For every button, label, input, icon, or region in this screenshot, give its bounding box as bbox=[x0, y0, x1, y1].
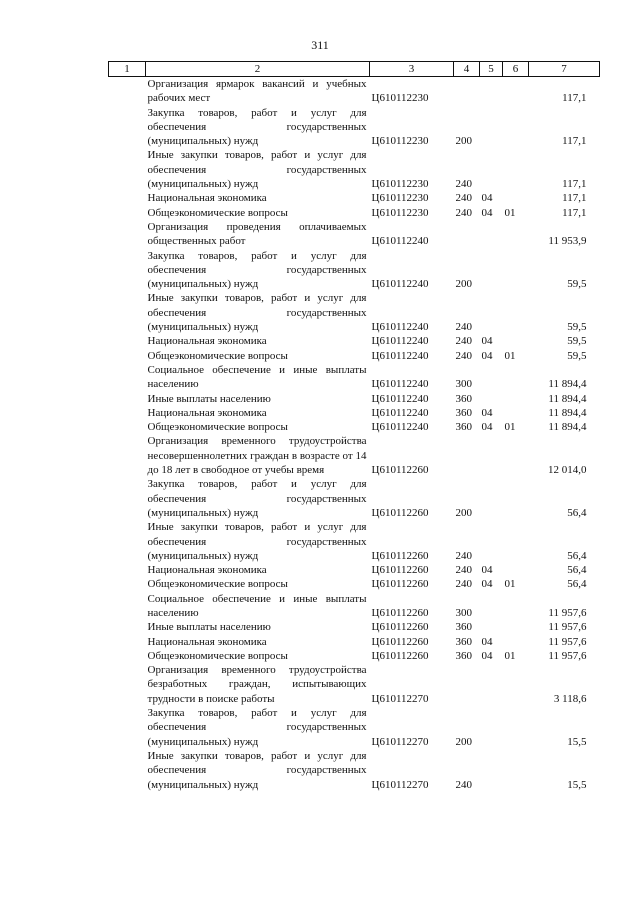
row-subsection-cell bbox=[503, 749, 529, 792]
row-subsection-cell bbox=[503, 77, 529, 106]
table-row bbox=[109, 434, 600, 477]
row-section-cell bbox=[480, 148, 503, 191]
row-subsection-cell bbox=[503, 520, 529, 563]
row-amount-cell: 117,1 bbox=[562, 135, 587, 148]
row-blank-cell bbox=[109, 592, 146, 621]
row-code-cell: Ц610112230 bbox=[371, 178, 429, 191]
row-amount-cell: 11 894,4 bbox=[548, 378, 587, 391]
row-subsection-cell bbox=[503, 706, 529, 749]
row-expense-type-cell: 360 bbox=[455, 392, 472, 405]
row-section-cell bbox=[480, 749, 503, 792]
row-expense-type-cell bbox=[454, 77, 480, 106]
row-expense-type-cell: 240 bbox=[455, 349, 472, 362]
row-blank-cell bbox=[109, 249, 146, 292]
table-row bbox=[109, 291, 600, 334]
row-code-cell: Ц610112240 bbox=[371, 378, 429, 391]
row-name-cell: Национальная экономика bbox=[147, 192, 267, 205]
row-section-cell: 04 bbox=[481, 335, 493, 348]
row-amount-cell: 11 953,9 bbox=[548, 235, 587, 248]
table-row bbox=[109, 520, 600, 563]
row-section-cell bbox=[480, 592, 503, 621]
row-subsection-cell bbox=[503, 592, 529, 621]
row-blank-cell bbox=[109, 363, 146, 392]
row-name-cell: Закупка товаров, работ и услуг для обеспечения государственных (муниципальных) нужд bbox=[147, 707, 367, 748]
row-code-cell: Ц610112240 bbox=[371, 421, 429, 434]
row-name-cell: Организация ярмарок вакансий и учебных рабочих мест bbox=[147, 78, 367, 105]
table-row bbox=[109, 349, 600, 363]
row-code-cell: Ц610112240 bbox=[371, 349, 429, 362]
row-amount-cell: 15,5 bbox=[567, 735, 587, 748]
row-name-cell: Общеэкономические вопросы bbox=[147, 349, 288, 362]
row-expense-type-cell: 240 bbox=[455, 578, 472, 591]
row-name-cell: Национальная экономика bbox=[147, 406, 267, 419]
row-amount-cell: 117,1 bbox=[562, 206, 587, 219]
row-blank-cell bbox=[109, 563, 146, 577]
row-expense-type-cell: 360 bbox=[455, 649, 472, 662]
row-section-cell bbox=[480, 291, 503, 334]
row-name-cell: Закупка товаров, работ и услуг для обеспечения государственных (муниципальных) нужд bbox=[147, 106, 367, 148]
row-amount-cell: 59,5 bbox=[567, 278, 587, 291]
row-name-cell: Иные закупки товаров, работ и услуг для обеспечения государственных (муниципальных) нужд bbox=[147, 749, 367, 791]
table-row bbox=[109, 420, 600, 434]
row-name-cell: Закупка товаров, работ и услуг для обеспечения государственных (муниципальных) нужд bbox=[147, 249, 367, 291]
row-subsection-cell: 01 bbox=[504, 649, 516, 662]
table-row bbox=[109, 363, 600, 392]
table-row bbox=[109, 392, 600, 406]
row-blank-cell bbox=[109, 520, 146, 563]
column-header-5: 5 bbox=[480, 62, 503, 77]
row-blank-cell bbox=[109, 620, 146, 634]
row-name-cell: Национальная экономика bbox=[147, 635, 267, 648]
row-subsection-cell bbox=[503, 106, 529, 149]
row-amount-cell: 117,1 bbox=[562, 178, 587, 191]
row-name-cell: Социальное обеспечение и иные выплаты населению bbox=[147, 363, 367, 391]
row-amount-cell: 56,4 bbox=[567, 506, 587, 519]
row-code-cell: Ц610112240 bbox=[371, 392, 429, 405]
row-section-cell bbox=[480, 77, 503, 106]
row-section-cell: 04 bbox=[481, 206, 493, 219]
row-expense-type-cell bbox=[454, 434, 480, 477]
row-section-cell: 04 bbox=[481, 635, 493, 648]
row-name-cell: Иные выплаты населению bbox=[147, 621, 271, 634]
row-code-cell: Ц610112240 bbox=[371, 406, 429, 419]
table-row bbox=[109, 191, 600, 205]
row-name-cell: Иные закупки товаров, работ и услуг для обеспечения государственных (муниципальных) нужд bbox=[147, 292, 367, 334]
row-blank-cell bbox=[109, 206, 146, 220]
row-amount-cell: 59,5 bbox=[567, 321, 587, 334]
row-section-cell: 04 bbox=[481, 564, 493, 577]
table-row bbox=[109, 106, 600, 149]
row-subsection-cell bbox=[503, 477, 529, 520]
row-section-cell: 04 bbox=[481, 649, 493, 662]
row-code-cell: Ц610112270 bbox=[371, 778, 429, 791]
row-subsection-cell bbox=[503, 220, 529, 249]
row-expense-type-cell: 360 bbox=[455, 621, 472, 634]
table-row bbox=[109, 206, 600, 220]
row-code-cell: Ц610112240 bbox=[371, 278, 429, 291]
row-code-cell: Ц610112240 bbox=[371, 321, 429, 334]
row-section-cell bbox=[480, 220, 503, 249]
row-code-cell: Ц610112260 bbox=[371, 464, 429, 477]
column-header-7: 7 bbox=[529, 62, 600, 77]
column-header-2: 2 bbox=[146, 62, 370, 77]
row-amount-cell: 3 118,6 bbox=[553, 692, 587, 705]
row-section-cell bbox=[480, 706, 503, 749]
column-header-4: 4 bbox=[454, 62, 480, 77]
row-code-cell: Ц610112260 bbox=[371, 506, 429, 519]
row-expense-type-cell: 200 bbox=[455, 735, 472, 748]
row-amount-cell: 56,4 bbox=[567, 578, 587, 591]
row-name-cell: Общеэкономические вопросы bbox=[147, 206, 288, 219]
row-subsection-cell bbox=[503, 392, 529, 406]
row-subsection-cell: 01 bbox=[504, 421, 516, 434]
row-name-cell: Организация временного трудоустройства безработных граждан, испытывающих трудности в поиске работы bbox=[147, 664, 367, 705]
row-blank-cell bbox=[109, 220, 146, 249]
row-expense-type-cell: 240 bbox=[455, 192, 472, 205]
table-row bbox=[109, 249, 600, 292]
row-amount-cell: 56,4 bbox=[567, 549, 587, 562]
table-row bbox=[109, 77, 600, 106]
row-section-cell bbox=[480, 106, 503, 149]
table-row bbox=[109, 477, 600, 520]
row-blank-cell bbox=[109, 106, 146, 149]
row-blank-cell bbox=[109, 77, 146, 106]
budget-table bbox=[108, 61, 600, 792]
row-expense-type-cell: 300 bbox=[455, 606, 472, 619]
table-row bbox=[109, 592, 600, 621]
row-section-cell: 04 bbox=[481, 406, 493, 419]
row-subsection-cell bbox=[503, 334, 529, 348]
row-blank-cell bbox=[109, 434, 146, 477]
row-expense-type-cell: 240 bbox=[455, 549, 472, 562]
row-subsection-cell bbox=[503, 148, 529, 191]
row-code-cell: Ц610112260 bbox=[371, 606, 429, 619]
row-expense-type-cell: 240 bbox=[455, 778, 472, 791]
column-header-3: 3 bbox=[370, 62, 454, 77]
table-row bbox=[109, 334, 600, 348]
row-subsection-cell: 01 bbox=[504, 349, 516, 362]
row-blank-cell bbox=[109, 663, 146, 706]
table-row bbox=[109, 220, 600, 249]
row-code-cell: Ц610112260 bbox=[371, 621, 429, 634]
row-blank-cell bbox=[109, 635, 146, 649]
row-subsection-cell bbox=[503, 620, 529, 634]
row-code-cell: Ц610112230 bbox=[371, 206, 429, 219]
row-amount-cell: 15,5 bbox=[567, 778, 587, 791]
row-subsection-cell bbox=[503, 249, 529, 292]
page-number: 311 bbox=[311, 38, 329, 52]
row-amount-cell: 12 014,0 bbox=[548, 464, 587, 477]
row-name-cell: Общеэкономические вопросы bbox=[147, 421, 288, 434]
row-amount-cell: 11 957,6 bbox=[548, 621, 587, 634]
column-header-1: 1 bbox=[109, 62, 146, 77]
table-row bbox=[109, 635, 600, 649]
row-name-cell: Общеэкономические вопросы bbox=[147, 649, 288, 662]
row-section-cell bbox=[480, 520, 503, 563]
table-row bbox=[109, 406, 600, 420]
row-section-cell: 04 bbox=[481, 578, 493, 591]
row-amount-cell: 59,5 bbox=[567, 335, 587, 348]
row-section-cell bbox=[480, 434, 503, 477]
row-blank-cell bbox=[109, 477, 146, 520]
row-code-cell: Ц610112240 bbox=[371, 235, 429, 248]
row-expense-type-cell: 240 bbox=[455, 321, 472, 334]
row-subsection-cell bbox=[503, 406, 529, 420]
row-code-cell: Ц610112260 bbox=[371, 564, 429, 577]
row-subsection-cell bbox=[503, 434, 529, 477]
row-name-cell: Общеэкономические вопросы bbox=[147, 578, 288, 591]
row-expense-type-cell bbox=[454, 220, 480, 249]
row-blank-cell bbox=[109, 392, 146, 406]
row-amount-cell: 59,5 bbox=[567, 349, 587, 362]
table-row bbox=[109, 148, 600, 191]
row-blank-cell bbox=[109, 191, 146, 205]
row-blank-cell bbox=[109, 649, 146, 663]
row-code-cell: Ц610112260 bbox=[371, 635, 429, 648]
row-name-cell: Иные закупки товаров, работ и услуг для обеспечения государственных (муниципальных) нужд bbox=[147, 149, 367, 191]
row-blank-cell bbox=[109, 334, 146, 348]
row-expense-type-cell: 200 bbox=[455, 506, 472, 519]
row-subsection-cell: 01 bbox=[504, 206, 516, 219]
row-subsection-cell bbox=[503, 635, 529, 649]
table-row bbox=[109, 649, 600, 663]
row-code-cell: Ц610112230 bbox=[371, 92, 429, 105]
row-blank-cell bbox=[109, 749, 146, 792]
row-blank-cell bbox=[109, 420, 146, 434]
row-expense-type-cell: 240 bbox=[455, 564, 472, 577]
row-section-cell bbox=[480, 392, 503, 406]
row-subsection-cell bbox=[503, 663, 529, 706]
row-section-cell: 04 bbox=[481, 421, 493, 434]
table-row bbox=[109, 563, 600, 577]
row-amount-cell: 117,1 bbox=[562, 92, 587, 105]
row-code-cell: Ц610112240 bbox=[371, 335, 429, 348]
row-code-cell: Ц610112260 bbox=[371, 649, 429, 662]
row-name-cell: Социальное обеспечение и иные выплаты населению bbox=[147, 592, 367, 619]
row-blank-cell bbox=[109, 148, 146, 191]
row-amount-cell: 11 894,4 bbox=[548, 406, 587, 419]
row-expense-type-cell: 360 bbox=[455, 421, 472, 434]
row-subsection-cell bbox=[503, 291, 529, 334]
row-amount-cell: 11 957,6 bbox=[548, 649, 587, 662]
row-subsection-cell: 01 bbox=[504, 578, 516, 591]
row-blank-cell bbox=[109, 406, 146, 420]
row-code-cell: Ц610112230 bbox=[371, 135, 429, 148]
row-section-cell bbox=[480, 663, 503, 706]
column-header-6: 6 bbox=[503, 62, 529, 77]
row-blank-cell bbox=[109, 706, 146, 749]
row-name-cell: Национальная экономика bbox=[147, 335, 267, 348]
row-amount-cell: 11 957,6 bbox=[548, 606, 587, 619]
row-expense-type-cell: 200 bbox=[455, 135, 472, 148]
row-subsection-cell bbox=[503, 363, 529, 392]
row-name-cell: Национальная экономика bbox=[147, 564, 267, 577]
row-section-cell bbox=[480, 363, 503, 392]
row-section-cell bbox=[480, 249, 503, 292]
row-expense-type-cell: 240 bbox=[455, 206, 472, 219]
row-code-cell: Ц610112260 bbox=[371, 578, 429, 591]
row-expense-type-cell: 360 bbox=[455, 635, 472, 648]
row-amount-cell: 11 894,4 bbox=[548, 421, 587, 434]
row-blank-cell bbox=[109, 577, 146, 591]
row-name-cell: Организация проведения оплачиваемых общественных работ bbox=[147, 220, 367, 248]
table-row bbox=[109, 663, 600, 706]
row-blank-cell bbox=[109, 349, 146, 363]
table-header-row bbox=[109, 62, 600, 77]
row-name-cell: Иные закупки товаров, работ и услуг для обеспечения государственных (муниципальных) нужд bbox=[147, 521, 367, 562]
row-expense-type-cell bbox=[454, 663, 480, 706]
row-code-cell: Ц610112270 bbox=[371, 692, 429, 705]
row-amount-cell: 11 894,4 bbox=[548, 392, 587, 405]
table-row bbox=[109, 706, 600, 749]
row-code-cell: Ц610112230 bbox=[371, 192, 429, 205]
row-expense-type-cell: 300 bbox=[455, 378, 472, 391]
row-section-cell: 04 bbox=[481, 349, 493, 362]
row-name-cell: Организация временного трудоустройства несовершеннолетних граждан в возрасте от 14 до 18 лет в свободное от учебы время bbox=[147, 435, 367, 477]
table-row bbox=[109, 620, 600, 634]
row-amount-cell: 11 957,6 bbox=[548, 635, 587, 648]
row-section-cell: 04 bbox=[481, 192, 493, 205]
row-expense-type-cell: 240 bbox=[455, 335, 472, 348]
row-expense-type-cell: 200 bbox=[455, 278, 472, 291]
row-subsection-cell bbox=[503, 191, 529, 205]
row-subsection-cell bbox=[503, 563, 529, 577]
row-name-cell: Закупка товаров, работ и услуг для обеспечения государственных (муниципальных) нужд bbox=[147, 478, 367, 519]
row-name-cell: Иные выплаты населению bbox=[147, 392, 271, 405]
row-blank-cell bbox=[109, 291, 146, 334]
row-code-cell: Ц610112260 bbox=[371, 549, 429, 562]
row-expense-type-cell: 240 bbox=[455, 178, 472, 191]
table-row bbox=[109, 749, 600, 792]
row-amount-cell: 117,1 bbox=[562, 192, 587, 205]
table-row bbox=[109, 577, 600, 591]
row-section-cell bbox=[480, 477, 503, 520]
row-amount-cell: 56,4 bbox=[567, 564, 587, 577]
row-code-cell: Ц610112270 bbox=[371, 735, 429, 748]
row-expense-type-cell: 360 bbox=[455, 406, 472, 419]
row-section-cell bbox=[480, 620, 503, 634]
